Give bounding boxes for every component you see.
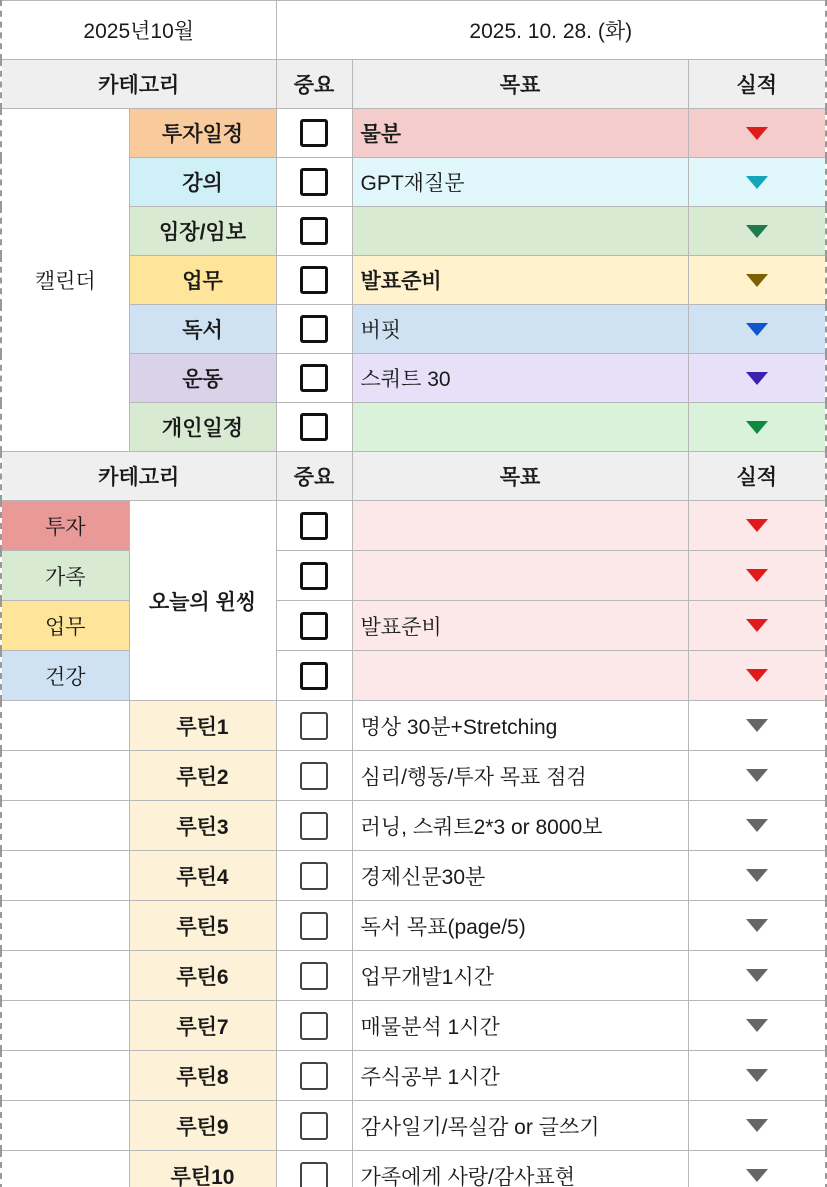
calendar-category-6 <box>129 354 276 403</box>
calendar-category-3-label: 임장/임보 <box>159 221 246 244</box>
date-title-label: 2025. 10. 28. (화) <box>469 20 633 43</box>
calendar-important-checkbox-7[interactable] <box>276 403 352 452</box>
dropdown-triangle-icon[interactable] <box>746 819 768 832</box>
routine-important-checkbox-3[interactable] <box>276 801 352 851</box>
routine-row <box>1 1051 826 1101</box>
column-header-result-label: 실적 <box>736 74 778 97</box>
column-header-important-2 <box>276 452 352 501</box>
column-header-category <box>1 60 276 109</box>
checkbox-icon[interactable] <box>300 512 328 540</box>
routine-goal-3[interactable] <box>352 801 688 851</box>
column-header-goal-2-label: 목표 <box>499 466 541 489</box>
calendar-goal-4-label: 발표준비 <box>360 270 442 293</box>
calendar-column-header-row <box>1 60 826 109</box>
dropdown-triangle-icon[interactable] <box>746 719 768 732</box>
dropdown-triangle-icon[interactable] <box>746 1069 768 1082</box>
calendar-result-dropdown-4[interactable] <box>688 256 826 305</box>
checkbox-icon[interactable] <box>300 1062 328 1090</box>
dropdown-triangle-icon[interactable] <box>746 1169 768 1182</box>
column-header-category-label: 카테고리 <box>98 74 180 97</box>
routine-name-8 <box>129 1051 276 1101</box>
dropdown-triangle-icon[interactable] <box>746 619 768 632</box>
routine-name-2-label: 루틴2 <box>176 765 229 789</box>
column-header-result-2 <box>688 452 826 501</box>
routine-important-checkbox-8[interactable] <box>276 1051 352 1101</box>
dropdown-triangle-icon[interactable] <box>746 769 768 782</box>
wish-result-dropdown-3[interactable] <box>688 601 826 651</box>
calendar-category-4 <box>129 256 276 305</box>
column-header-goal <box>352 60 688 109</box>
routine-row <box>1 1001 826 1051</box>
checkbox-icon[interactable] <box>300 315 328 343</box>
calendar-result-dropdown-7[interactable] <box>688 403 826 452</box>
routine-name-5 <box>129 901 276 951</box>
calendar-category-5-label: 독서 <box>182 319 223 342</box>
routine-result-dropdown-8[interactable] <box>688 1051 826 1101</box>
calendar-result-dropdown-1[interactable] <box>688 109 826 158</box>
routine-name-1-label: 루틴1 <box>176 715 229 739</box>
routine-goal-10[interactable] <box>352 1151 688 1187</box>
wish-goal-4[interactable] <box>352 651 688 701</box>
calendar-goal-7[interactable] <box>352 403 688 452</box>
routine-row <box>1 851 826 901</box>
routine-name-4-label: 루틴4 <box>176 865 229 889</box>
routine-name-5-label: 루틴5 <box>176 915 229 939</box>
wish-swatch-3 <box>1 601 129 651</box>
routine-row <box>1 1101 826 1151</box>
routine-goal-9-label: 감사일기/목실감 or 글쓰기 <box>360 1115 600 1139</box>
checkbox-icon[interactable] <box>300 612 328 640</box>
checkbox-icon[interactable] <box>300 762 328 790</box>
dropdown-triangle-icon[interactable] <box>746 372 768 385</box>
routine-name-7 <box>129 1001 276 1051</box>
wish-swatch-2 <box>1 551 129 601</box>
date-title <box>276 1 826 60</box>
calendar-result-dropdown-6[interactable] <box>688 354 826 403</box>
routine-name-6 <box>129 951 276 1001</box>
calendar-category-7-label: 개인일정 <box>161 417 244 440</box>
month-title <box>1 1 276 60</box>
wish-swatch-1 <box>1 501 129 551</box>
checkbox-icon[interactable] <box>300 862 328 890</box>
calendar-category-1 <box>129 109 276 158</box>
wish-section-label <box>129 501 276 701</box>
checkbox-icon[interactable] <box>300 812 328 840</box>
calendar-goal-6-label: 스쿼트 30 <box>360 368 451 391</box>
calendar-category-1-label: 투자일정 <box>161 123 244 146</box>
routine-goal-1[interactable] <box>352 701 688 751</box>
routine-goal-8-label: 주식공부 1시간 <box>360 1065 500 1089</box>
dropdown-triangle-icon[interactable] <box>746 1119 768 1132</box>
routine-important-checkbox-1[interactable] <box>276 701 352 751</box>
dropdown-triangle-icon[interactable] <box>746 669 768 682</box>
routine-result-dropdown-7[interactable] <box>688 1001 826 1051</box>
wish-goal-3[interactable] <box>352 601 688 651</box>
routine-name-3 <box>129 801 276 851</box>
routine-name-10 <box>129 1151 276 1187</box>
wish-swatch-4-label: 건강 <box>44 665 86 689</box>
calendar-goal-6[interactable] <box>352 354 688 403</box>
dropdown-triangle-icon[interactable] <box>746 569 768 582</box>
dropdown-triangle-icon[interactable] <box>746 225 768 238</box>
calendar-section-label-label: 캘린더 <box>34 270 96 293</box>
calendar-row <box>1 109 826 158</box>
calendar-category-6-label: 운동 <box>182 368 223 391</box>
calendar-result-dropdown-3[interactable] <box>688 207 826 256</box>
routine-goal-9[interactable] <box>352 1101 688 1151</box>
routine-row <box>1 801 826 851</box>
calendar-category-2-label: 강의 <box>182 172 223 195</box>
calendar-goal-1[interactable] <box>352 109 688 158</box>
wish-swatch-3-label: 업무 <box>44 615 86 639</box>
routine-spacer-2 <box>1 751 129 801</box>
wish-swatch-4 <box>1 651 129 701</box>
routine-goal-7[interactable] <box>352 1001 688 1051</box>
wish-row <box>1 601 826 651</box>
routine-goal-5-label: 독서 목표(page/5) <box>360 915 526 939</box>
wish-important-checkbox-1[interactable] <box>276 501 352 551</box>
column-header-goal-2 <box>352 452 688 501</box>
routine-goal-6-label: 업무개발1시간 <box>360 965 494 989</box>
dropdown-triangle-icon[interactable] <box>746 919 768 932</box>
routine-important-checkbox-2[interactable] <box>276 751 352 801</box>
calendar-important-checkbox-6[interactable] <box>276 354 352 403</box>
checkbox-icon[interactable] <box>300 168 328 196</box>
column-header-result-2-label: 실적 <box>736 466 778 489</box>
routine-result-dropdown-10[interactable] <box>688 1151 826 1187</box>
wish-important-checkbox-2[interactable] <box>276 551 352 601</box>
calendar-section-label <box>1 109 129 452</box>
routine-goal-2-label: 심리/행동/투자 목표 점검 <box>360 765 587 789</box>
calendar-result-dropdown-2[interactable] <box>688 158 826 207</box>
dropdown-triangle-icon[interactable] <box>746 969 768 982</box>
calendar-important-checkbox-1[interactable] <box>276 109 352 158</box>
routine-spacer-7 <box>1 1001 129 1051</box>
wish-goal-2[interactable] <box>352 551 688 601</box>
calendar-goal-3[interactable] <box>352 207 688 256</box>
column-header-important-label: 중요 <box>293 74 335 97</box>
checkbox-icon[interactable] <box>300 1012 328 1040</box>
calendar-goal-2[interactable] <box>352 158 688 207</box>
calendar-goal-5-label: 버핏 <box>360 319 402 342</box>
checkbox-icon[interactable] <box>300 562 328 590</box>
checkbox-icon[interactable] <box>300 1112 328 1140</box>
routine-goal-1-label: 명상 30분+Stretching <box>360 715 558 739</box>
routine-spacer-5 <box>1 901 129 951</box>
routine-row <box>1 701 826 751</box>
wish-row <box>1 501 826 551</box>
routine-result-dropdown-4[interactable] <box>688 851 826 901</box>
dropdown-triangle-icon[interactable] <box>746 323 768 336</box>
routine-name-6-label: 루틴6 <box>176 965 229 989</box>
column-header-goal-label: 목표 <box>499 74 541 97</box>
routine-goal-5[interactable] <box>352 901 688 951</box>
routine-spacer-3 <box>1 801 129 851</box>
wish-result-dropdown-4[interactable] <box>688 651 826 701</box>
header-row <box>1 1 826 60</box>
routine-row <box>1 751 826 801</box>
wish-column-header-row <box>1 452 826 501</box>
checkbox-icon[interactable] <box>300 119 328 147</box>
checkbox-icon[interactable] <box>300 364 328 392</box>
routine-goal-3-label: 러닝, 스쿼트2*3 or 8000보 <box>360 815 603 839</box>
routine-important-checkbox-9[interactable] <box>276 1101 352 1151</box>
calendar-goal-4[interactable] <box>352 256 688 305</box>
wish-goal-1[interactable] <box>352 501 688 551</box>
routine-row <box>1 901 826 951</box>
dropdown-triangle-icon[interactable] <box>746 274 768 287</box>
routine-result-dropdown-6[interactable] <box>688 951 826 1001</box>
routine-goal-2[interactable] <box>352 751 688 801</box>
routine-spacer-1 <box>1 701 129 751</box>
calendar-important-checkbox-2[interactable] <box>276 158 352 207</box>
column-header-important-2-label: 중요 <box>293 466 335 489</box>
routine-name-3-label: 루틴3 <box>176 815 229 839</box>
month-title-label: 2025년10월 <box>83 20 195 43</box>
routine-goal-6[interactable] <box>352 951 688 1001</box>
routine-spacer-9 <box>1 1101 129 1151</box>
routine-goal-4-label: 경제신문30분 <box>360 865 486 889</box>
column-header-result <box>688 60 826 109</box>
routine-row <box>1 951 826 1001</box>
routine-result-dropdown-5[interactable] <box>688 901 826 951</box>
routine-result-dropdown-2[interactable] <box>688 751 826 801</box>
routine-name-9 <box>129 1101 276 1151</box>
calendar-result-dropdown-5[interactable] <box>688 305 826 354</box>
routine-goal-7-label: 매물분석 1시간 <box>360 1015 500 1039</box>
routine-name-1 <box>129 701 276 751</box>
dropdown-triangle-icon[interactable] <box>746 176 768 189</box>
checkbox-icon[interactable] <box>300 413 328 441</box>
routine-goal-10-label: 가족에게 사랑/감사표현 <box>360 1165 576 1187</box>
wish-important-checkbox-3[interactable] <box>276 601 352 651</box>
routine-important-checkbox-10[interactable] <box>276 1151 352 1187</box>
calendar-category-2 <box>129 158 276 207</box>
routine-name-10-label: 루틴10 <box>170 1165 235 1187</box>
dropdown-triangle-icon[interactable] <box>746 421 768 434</box>
routine-important-checkbox-7[interactable] <box>276 1001 352 1051</box>
calendar-important-checkbox-4[interactable] <box>276 256 352 305</box>
routine-result-dropdown-1[interactable] <box>688 701 826 751</box>
routine-spacer-10 <box>1 1151 129 1187</box>
routine-name-7-label: 루틴7 <box>176 1015 229 1039</box>
checkbox-icon[interactable] <box>300 912 328 940</box>
wish-row <box>1 651 826 701</box>
routine-goal-4[interactable] <box>352 851 688 901</box>
wish-swatch-2-label: 가족 <box>44 565 86 589</box>
routine-row <box>1 1151 826 1187</box>
calendar-category-7 <box>129 403 276 452</box>
routine-important-checkbox-5[interactable] <box>276 901 352 951</box>
dropdown-triangle-icon[interactable] <box>746 1019 768 1032</box>
routine-name-2 <box>129 751 276 801</box>
wish-important-checkbox-4[interactable] <box>276 651 352 701</box>
routine-name-4 <box>129 851 276 901</box>
calendar-goal-1-label: 물분 <box>360 123 402 146</box>
wish-swatch-1-label: 투자 <box>44 515 86 539</box>
checkbox-icon[interactable] <box>300 217 328 245</box>
routine-spacer-4 <box>1 851 129 901</box>
dropdown-triangle-icon[interactable] <box>746 869 768 882</box>
column-header-important <box>276 60 352 109</box>
calendar-goal-2-label: GPT재질문 <box>360 172 465 195</box>
wish-goal-3-label: 발표준비 <box>360 615 442 639</box>
routine-result-dropdown-3[interactable] <box>688 801 826 851</box>
dropdown-triangle-icon[interactable] <box>746 519 768 532</box>
column-header-category-2-label: 카테고리 <box>98 466 180 489</box>
wish-row <box>1 551 826 601</box>
calendar-important-checkbox-3[interactable] <box>276 207 352 256</box>
calendar-goal-5[interactable] <box>352 305 688 354</box>
checkbox-icon[interactable] <box>300 962 328 990</box>
wish-section-label-label: 오늘의 윈씽 <box>148 590 257 614</box>
routine-spacer-6 <box>1 951 129 1001</box>
column-header-category-2 <box>1 452 276 501</box>
wish-result-dropdown-2[interactable] <box>688 551 826 601</box>
routine-name-8-label: 루틴8 <box>176 1065 229 1089</box>
calendar-category-5 <box>129 305 276 354</box>
calendar-important-checkbox-5[interactable] <box>276 305 352 354</box>
checkbox-icon[interactable] <box>300 712 328 740</box>
checkbox-icon[interactable] <box>300 266 328 294</box>
routine-result-dropdown-9[interactable] <box>688 1101 826 1151</box>
checkbox-icon[interactable] <box>300 1162 328 1187</box>
routine-important-checkbox-6[interactable] <box>276 951 352 1001</box>
calendar-category-3 <box>129 207 276 256</box>
routine-important-checkbox-4[interactable] <box>276 851 352 901</box>
routine-spacer-8 <box>1 1051 129 1101</box>
wish-result-dropdown-1[interactable] <box>688 501 826 551</box>
routine-goal-8[interactable] <box>352 1051 688 1101</box>
routine-name-9-label: 루틴9 <box>176 1115 229 1139</box>
dropdown-triangle-icon[interactable] <box>746 127 768 140</box>
checkbox-icon[interactable] <box>300 662 328 690</box>
calendar-category-4-label: 업무 <box>182 270 223 293</box>
